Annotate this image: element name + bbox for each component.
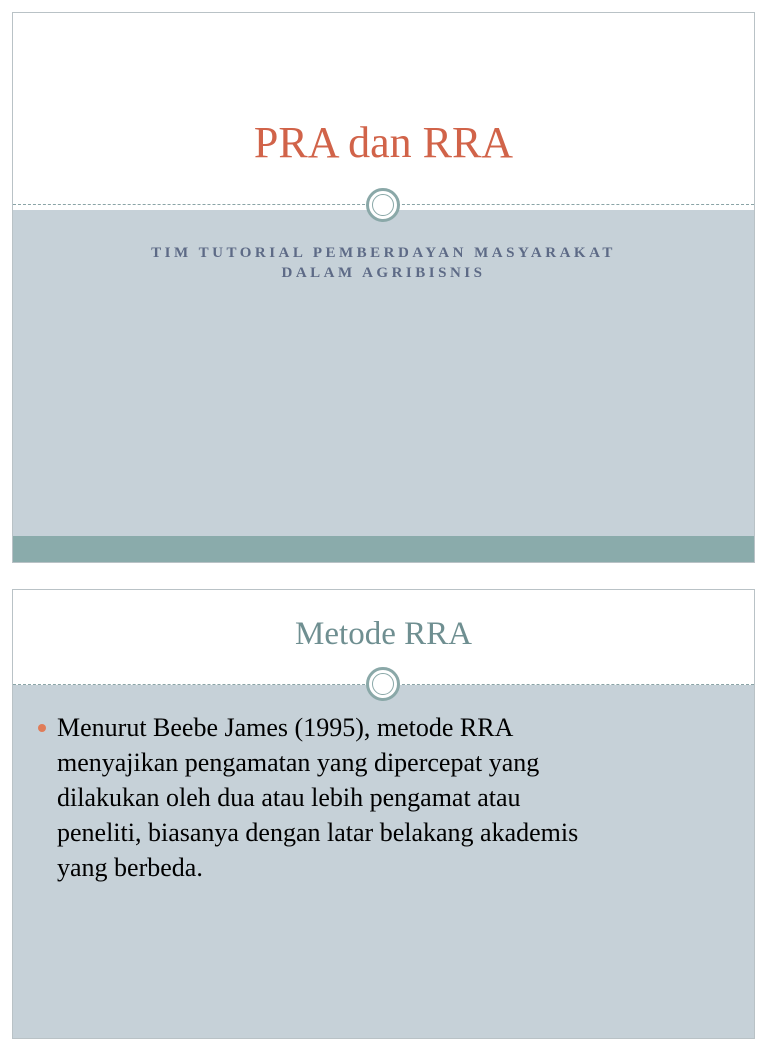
subtitle	[13, 243, 754, 283]
slide-1	[12, 12, 755, 563]
slide-title: Metode RRA	[295, 616, 472, 652]
bullet-dot-icon	[38, 724, 46, 732]
slide-2	[12, 589, 755, 1039]
bullet-text: Menurut Beebe James (1995), metode RRA menyajikan pengamatan yang dipercepat yang dilakukan oleh dua atau lebih pengamat atau peneliti, biasanya dengan latar belakang akademis yang berbeda.	[57, 713, 579, 882]
page-title: PRA dan RRA	[253, 118, 514, 167]
ring-icon	[366, 188, 400, 222]
footer-bar	[13, 536, 754, 562]
title-band	[13, 13, 754, 210]
bullet-item	[33, 710, 723, 885]
subtitle-text: TIM TUTORIAL PEMBERDAYAN MASYARAKAT DALAM AGRIBISNIS	[151, 245, 616, 281]
ring-icon	[366, 667, 400, 701]
